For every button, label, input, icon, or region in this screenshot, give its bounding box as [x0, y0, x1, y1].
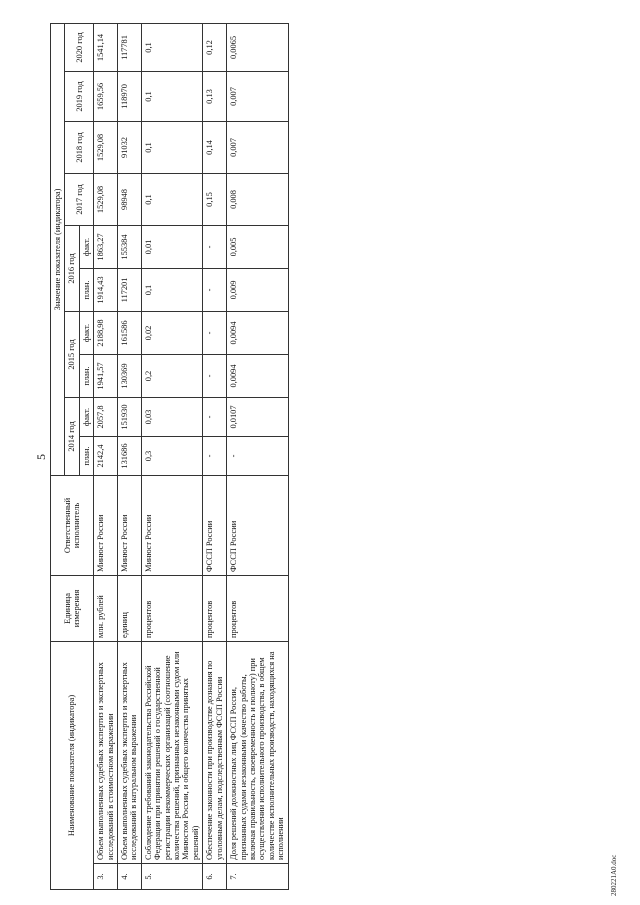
indicator-executor: Минюст России: [141, 476, 202, 576]
header-year-2014: 2014 год: [65, 398, 79, 476]
value-cell: -: [203, 269, 227, 312]
header-year-2015: 2015 год: [65, 312, 79, 398]
value-cell: 91032: [118, 122, 142, 174]
value-cell: 0,1: [141, 23, 202, 71]
indicator-name: Объем выполненных судебных экспертиз и экспертных исследований в стоимостном выражении: [94, 642, 118, 864]
value-cell: -: [203, 398, 227, 437]
header-year-2019: 2019 год: [65, 72, 94, 122]
value-cell: 0,008: [227, 174, 288, 226]
value-cell: 1941,57: [94, 355, 118, 398]
value-cell: 0,01: [141, 226, 202, 269]
value-cell: 155384: [118, 226, 142, 269]
value-cell: 161586: [118, 312, 142, 355]
indicator-unit: единиц: [118, 576, 142, 642]
indicator-unit: процентов: [227, 576, 288, 642]
value-cell: -: [203, 437, 227, 476]
value-cell: 0,02: [141, 312, 202, 355]
value-cell: 0,007: [227, 122, 288, 174]
table-row: [141, 23, 202, 889]
value-cell: 117781: [118, 23, 142, 71]
header-fact: факт.: [79, 312, 93, 355]
value-cell: 0,1: [141, 174, 202, 226]
value-cell: -: [203, 355, 227, 398]
indicator-unit: млн. рублей: [94, 576, 118, 642]
value-cell: 0,005: [227, 226, 288, 269]
value-cell: 131686: [118, 437, 142, 476]
value-cell: -: [203, 226, 227, 269]
value-cell: 118970: [118, 72, 142, 122]
value-cell: 0,1: [141, 72, 202, 122]
value-cell: 0,13: [203, 72, 227, 122]
indicator-executor: ФССП России: [203, 476, 227, 576]
indicator-unit: процентов: [203, 576, 227, 642]
header-year-2020: 2020 год: [65, 23, 94, 71]
value-cell: 151930: [118, 398, 142, 437]
value-cell: -: [203, 312, 227, 355]
row-number: 6.: [203, 864, 227, 890]
value-cell: 0,0094: [227, 355, 288, 398]
indicator-name: Обеспечение законности при производстве дознания по уголовным делам, подследственным ФССП России: [203, 642, 227, 864]
value-cell: 0,14: [203, 122, 227, 174]
value-cell: 0,03: [141, 398, 202, 437]
indicator-name: Объем выполненных судебных экспертиз и экспертных исследований в натуральном выражении: [118, 642, 142, 864]
header-plan: план.: [79, 269, 93, 312]
value-cell: 2142,4: [94, 437, 118, 476]
table-row: [203, 23, 227, 889]
value-cell: 117201: [118, 269, 142, 312]
page-number: 5: [34, 454, 48, 460]
header-year-2017: 2017 год: [65, 174, 94, 226]
value-cell: 0,1: [141, 122, 202, 174]
table-row: [118, 23, 142, 889]
header-indicator-name: Наименование показателя (индикатора): [51, 642, 94, 890]
value-cell: 0,12: [203, 23, 227, 71]
value-cell: 130369: [118, 355, 142, 398]
indicator-executor: Минюст России: [94, 476, 118, 576]
header-plan: план.: [79, 355, 93, 398]
table-row: [94, 23, 118, 889]
header-plan: план.: [79, 437, 93, 476]
table-row: [227, 23, 288, 889]
value-cell: 0,15: [203, 174, 227, 226]
header-values-title: Значение показателя (индикатора): [51, 23, 65, 475]
value-cell: 1541,14: [94, 23, 118, 71]
value-cell: 1659,56: [94, 72, 118, 122]
header-fact: факт.: [79, 398, 93, 437]
indicator-executor: ФССП России: [227, 476, 288, 576]
row-number: 3.: [94, 864, 118, 890]
value-cell: 0,2: [141, 355, 202, 398]
header-unit: Единица измерения: [51, 576, 94, 642]
value-cell: 1914,43: [94, 269, 118, 312]
row-number: 7.: [227, 864, 288, 890]
indicator-name: Доля решений должностных лиц ФССП России, признанных судами незаконными (качество работы, включая правильность, своевременность и полноту) при осуществлении исполнительного производства, в общем количестве исполнительных производств, находящихся на исполнении: [227, 642, 288, 864]
row-number: 4.: [118, 864, 142, 890]
value-cell: 1529,08: [94, 122, 118, 174]
value-cell: 0,0065: [227, 23, 288, 71]
indicator-name: Соблюдение требований законодательства Российской Федерации при принятии решений о государственной регистрации некоммерческих организаций (соотношение количества решений, признанных незаконными судом или Минюстом России, и общего количества принятых решений): [141, 642, 202, 864]
file-name: 280221A0.doc: [610, 854, 618, 896]
value-cell: 98948: [118, 174, 142, 226]
indicator-unit: процентов: [141, 576, 202, 642]
value-cell: 2188,98: [94, 312, 118, 355]
value-cell: 1863,27: [94, 226, 118, 269]
rotated-content: [20, 10, 620, 896]
value-cell: 0,0094: [227, 312, 288, 355]
header-executor: Ответственный исполнитель: [51, 476, 94, 576]
value-cell: 2057,8: [94, 398, 118, 437]
value-cell: 1529,08: [94, 174, 118, 226]
value-cell: 0,009: [227, 269, 288, 312]
value-cell: 0,007: [227, 72, 288, 122]
header-year-2018: 2018 год: [65, 122, 94, 174]
indicator-executor: Минюст России: [118, 476, 142, 576]
value-cell: 0,3: [141, 437, 202, 476]
header-fact: факт.: [79, 226, 93, 269]
header-year-2016: 2016 год: [65, 226, 79, 312]
value-cell: 0,0107: [227, 398, 288, 437]
value-cell: -: [227, 437, 288, 476]
value-cell: 0,1: [141, 269, 202, 312]
indicators-table: [50, 23, 289, 890]
row-number: 5.: [141, 864, 202, 890]
